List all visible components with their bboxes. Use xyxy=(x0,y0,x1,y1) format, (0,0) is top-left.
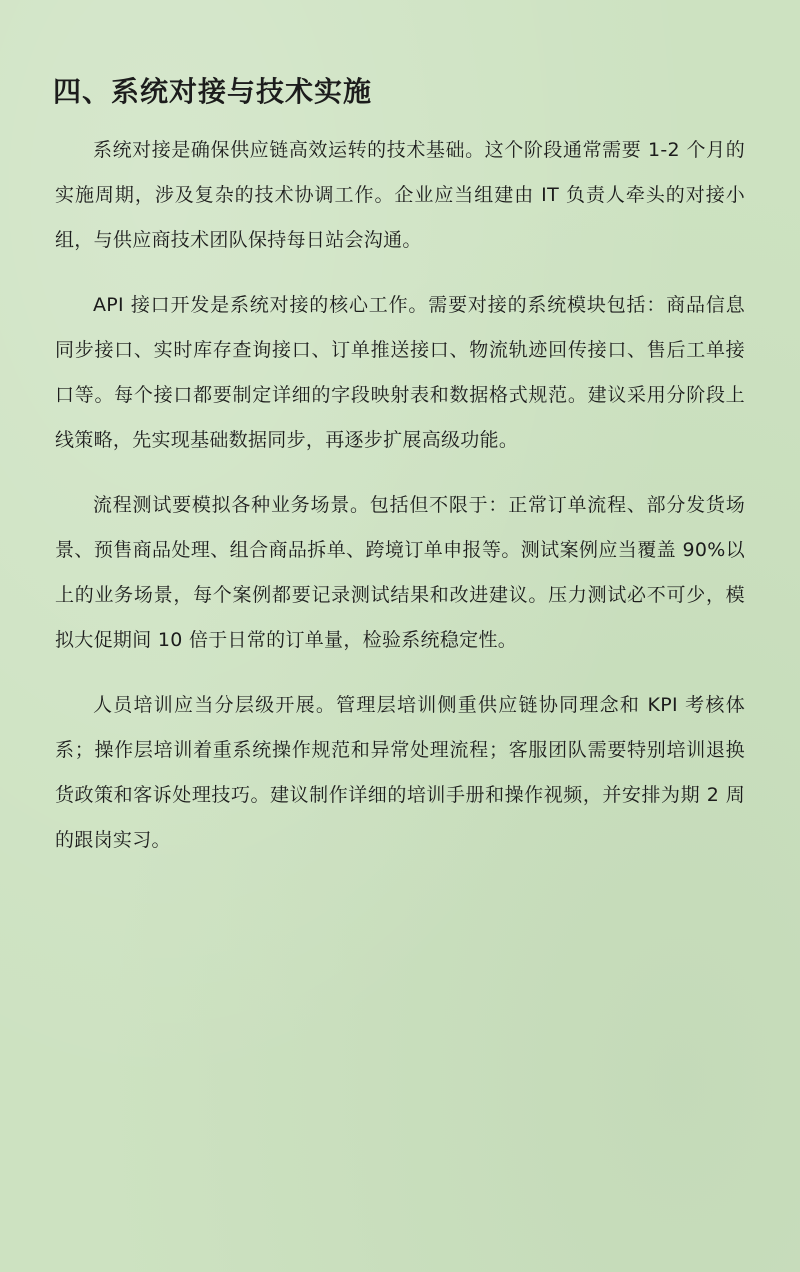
paragraph-process-testing: 流程测试要模拟各种业务场景。包括但不限于：正常订单流程、部分发货场景、预售商品处理、组合商品拆单、跨境订单申报等。测试案例应当覆盖 90%以上的业务场景，每个案例都要记录测试结果和改进建议。压力测试必不可少，模拟大促期间 10 倍于日常的订单量，检验系统稳定性。 xyxy=(55,494,745,651)
section-title: 四、系统对接与技术实施 xyxy=(53,75,373,108)
paragraph-api-development: API 接口开发是系统对接的核心工作。需要对接的系统模块包括：商品信息同步接口、实时库存查询接口、订单推送接口、物流轨迹回传接口、售后工单接口等。每个接口都要制定详细的字段映射表和数据格式规范。建议采用分阶段上线策略，先实现基础数据同步，再逐步扩展高级功能。 xyxy=(55,294,745,451)
paragraph-system-integration: 系统对接是确保供应链高效运转的技术基础。这个阶段通常需要 1-2 个月的实施周期，涉及复杂的技术协调工作。企业应当组建由 IT 负责人牵头的对接小组，与供应商技术团队保持每日站会沟通。 xyxy=(55,139,745,251)
paragraph-staff-training: 人员培训应当分层级开展。管理层培训侧重供应链协同理念和 KPI 考核体系；操作层培训着重系统操作规范和异常处理流程；客服团队需要特别培训退换货政策和客诉处理技巧。建议制作详细的培训手册和操作视频，并安排为期 2 周的跟岗实习。 xyxy=(55,694,745,851)
body-text xyxy=(55,128,745,883)
